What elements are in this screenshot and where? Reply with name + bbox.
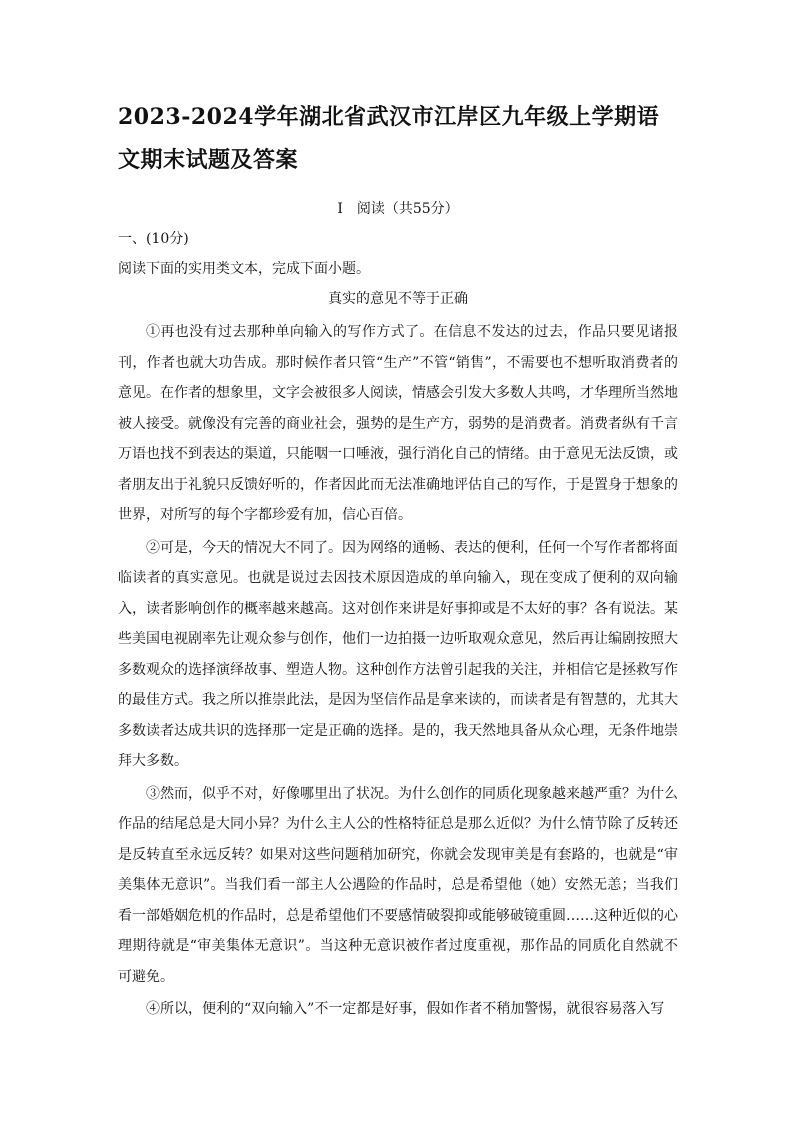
article-paragraph-2: ②可是，今天的情况大不同了。因为网络的通畅、表达的便利，任何一个写作者都将面临读者的真实意见。也就是说过去因技术原因造成的单向输入，现在变成了便利的双向输入，读者影响创作的概率越来越高。这对创作来讲是好事抑或是不太好的事？各有说法。某些美国电视剧率先让观众参与创作，他们一边拍摄一边听取观众意见，然后再让编剧按照大多数观众的选择演绎故事、塑造人物。这种创作方法曾引起我的关注，并相信它是拯救写作的最佳方式。我之所以推崇此法，是因为坚信作品是拿来读的，而读者是有智慧的，尤其大多数读者达成共识的选择那一定是正确的选择。是的，我天然地具备从众心理，无条件地崇拜大多数。 (118, 539, 678, 769)
article-paragraph-3: ③然而，似乎不对，好像哪里出了状况。为什么创作的同质化现象越来越严重？为什么作品的结尾总是大同小异？为什么主人公的性格特征总是那么近似？为什么情节除了反转还是反转直至永远反转？如果对这些问题稍加研究，你就会发现审美是有套路的，也就是“审美集体无意识”。当我们看一部主人公遇险的作品时，总是希望他（她）安然无恙；当我们看一部婚姻危机的作品时，总是希望他们不要感情破裂抑或能够破镜重圆……这种近似的心理期待就是“审美集体无意识”。当这种无意识被作者过度重视，那作品的同质化自然就不可避免。 (118, 785, 678, 985)
part-label: 一、(10分) (118, 231, 189, 247)
article-paragraph-1: ①再也没有过去那种单向输入的写作方式了。在信息不发达的过去，作品只要见诸报刊，作者也就大功告成。那时候作者只管“生产”不管“销售”，不需要也不想听取消费者的意见。在作者的想象里，文字会被很多人阅读，情感会引发大多数人共鸣，才华理所当然地被人接受。就像没有完善的商业社会，强势的是生产方，弱势的是消费者。消费者纵有千言万语也找不到表达的渠道，只能咽一口唾液，强行消化自己的情绪。由于意见无法反馈，或者朋友出于礼貌只反馈好听的，作者因此而无法准确地评估自己的写作，于是置身于想象的世界，对所写的每个字都珍爱有加，信心百倍。 (118, 324, 678, 523)
article-paragraph-4: ④所以，便利的“双向输入”不一定都是好事，假如作者不稍加警惕，就很容易落入写 (146, 1001, 665, 1017)
document-page (118, 96, 678, 1027)
instruction-text: 阅读下面的实用类文本，完成下面小题。 (118, 261, 370, 277)
document-title: 2023-2024学年湖北省武汉市江岸区九年级上学期语文期末试题及答案 (118, 104, 660, 173)
article-title: 真实的意见不等于正确 (328, 291, 468, 307)
section-heading: Ⅰ 阅读（共55分） (337, 201, 459, 217)
